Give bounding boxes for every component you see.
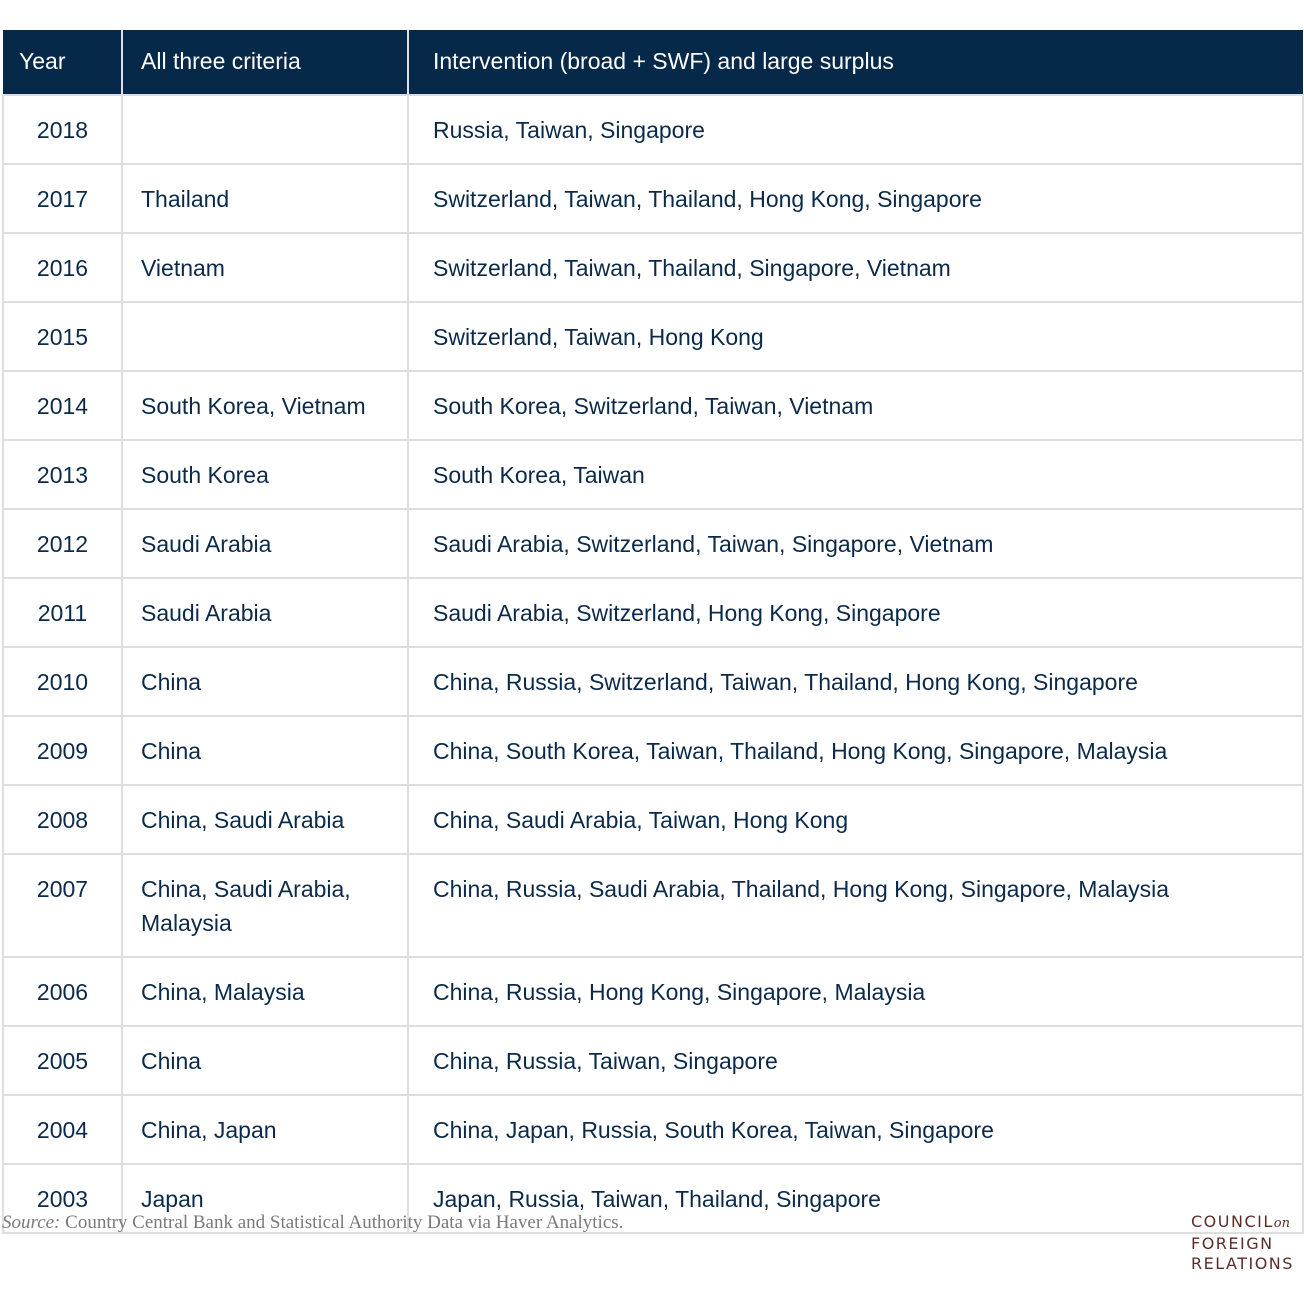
year-cell: 2015 xyxy=(3,302,122,371)
intervention-cell: South Korea, Taiwan xyxy=(408,440,1303,509)
year-cell: 2007 xyxy=(3,854,122,957)
table-row xyxy=(3,957,1303,1026)
table-row xyxy=(3,578,1303,647)
table-row xyxy=(3,1026,1303,1095)
all-three-criteria-cell: China xyxy=(122,716,408,785)
table-row xyxy=(3,647,1303,716)
table-row xyxy=(3,95,1303,164)
year-cell: 2014 xyxy=(3,371,122,440)
year-cell: 2012 xyxy=(3,509,122,578)
intervention-cell: China, South Korea, Taiwan, Thailand, Hong Kong, Singapore, Malaysia xyxy=(408,716,1303,785)
year-cell: 2017 xyxy=(3,164,122,233)
all-three-criteria-cell: China xyxy=(122,1026,408,1095)
intervention-cell: China, Russia, Taiwan, Singapore xyxy=(408,1026,1303,1095)
all-three-criteria-cell: South Korea xyxy=(122,440,408,509)
header-all-three-criteria: All three criteria xyxy=(122,30,408,95)
source-note xyxy=(2,1212,623,1234)
all-three-criteria-cell: Vietnam xyxy=(122,233,408,302)
intervention-cell: China, Russia, Switzerland, Taiwan, Thailand, Hong Kong, Singapore xyxy=(408,647,1303,716)
year-cell: 2006 xyxy=(3,957,122,1026)
all-three-criteria-cell: China xyxy=(122,647,408,716)
year-cell: 2010 xyxy=(3,647,122,716)
intervention-cell: Russia, Taiwan, Singapore xyxy=(408,95,1303,164)
table-row xyxy=(3,785,1303,854)
intervention-cell: China, Japan, Russia, South Korea, Taiwan, Singapore xyxy=(408,1095,1303,1164)
year-cell: 2005 xyxy=(3,1026,122,1095)
table-row xyxy=(3,509,1303,578)
header-intervention: Intervention (broad + SWF) and large surplus xyxy=(408,30,1303,95)
logo-on: on xyxy=(1273,1216,1290,1231)
source-label: Source: xyxy=(2,1212,61,1233)
intervention-cell: South Korea, Switzerland, Taiwan, Vietnam xyxy=(408,371,1303,440)
intervention-table xyxy=(2,30,1304,1234)
all-three-criteria-cell xyxy=(122,302,408,371)
source-text: Country Central Bank and Statistical Authority Data via Haver Analytics. xyxy=(60,1212,624,1233)
intervention-cell: Switzerland, Taiwan, Hong Kong xyxy=(408,302,1303,371)
table-row xyxy=(3,233,1303,302)
year-cell: 2004 xyxy=(3,1095,122,1164)
all-three-criteria-cell: China, Japan xyxy=(122,1095,408,1164)
all-three-criteria-cell: China, Malaysia xyxy=(122,957,408,1026)
intervention-cell: China, Russia, Hong Kong, Singapore, Malaysia xyxy=(408,957,1303,1026)
table-row xyxy=(3,371,1303,440)
header-year: Year xyxy=(3,30,122,95)
all-three-criteria-cell: China, Saudi Arabia xyxy=(122,785,408,854)
intervention-cell: Japan, Russia, Taiwan, Thailand, Singapore xyxy=(408,1164,1303,1233)
intervention-cell: Switzerland, Taiwan, Thailand, Singapore, Vietnam xyxy=(408,233,1303,302)
intervention-cell: Saudi Arabia, Switzerland, Taiwan, Singapore, Vietnam xyxy=(408,509,1303,578)
intervention-cell: Saudi Arabia, Switzerland, Hong Kong, Singapore xyxy=(408,578,1303,647)
year-cell: 2003 xyxy=(3,1164,122,1233)
table-row xyxy=(3,302,1303,371)
year-cell: 2009 xyxy=(3,716,122,785)
logo-line2: FOREIGN xyxy=(1191,1234,1274,1253)
intervention-cell: Switzerland, Taiwan, Thailand, Hong Kong, Singapore xyxy=(408,164,1303,233)
table-row xyxy=(3,854,1303,957)
year-cell: 2013 xyxy=(3,440,122,509)
all-three-criteria-cell xyxy=(122,95,408,164)
year-cell: 2016 xyxy=(3,233,122,302)
cfr-logo xyxy=(1191,1212,1294,1274)
year-cell: 2008 xyxy=(3,785,122,854)
logo-line3: RELATIONS xyxy=(1191,1254,1294,1273)
intervention-cell: China, Russia, Saudi Arabia, Thailand, Hong Kong, Singapore, Malaysia xyxy=(408,854,1303,957)
intervention-cell: China, Saudi Arabia, Taiwan, Hong Kong xyxy=(408,785,1303,854)
table-header-row xyxy=(3,30,1303,95)
logo-line1: COUNCIL xyxy=(1191,1212,1274,1231)
all-three-criteria-cell: Thailand xyxy=(122,164,408,233)
all-three-criteria-cell: China, Saudi Arabia, Malaysia xyxy=(122,854,408,957)
table-row xyxy=(3,440,1303,509)
table-row xyxy=(3,716,1303,785)
all-three-criteria-cell: South Korea, Vietnam xyxy=(122,371,408,440)
all-three-criteria-cell: Japan xyxy=(122,1164,408,1233)
table-row xyxy=(3,164,1303,233)
all-three-criteria-cell: Saudi Arabia xyxy=(122,509,408,578)
table-row xyxy=(3,1095,1303,1164)
data-table-container xyxy=(2,30,1302,1234)
all-three-criteria-cell: Saudi Arabia xyxy=(122,578,408,647)
year-cell: 2018 xyxy=(3,95,122,164)
year-cell: 2011 xyxy=(3,578,122,647)
